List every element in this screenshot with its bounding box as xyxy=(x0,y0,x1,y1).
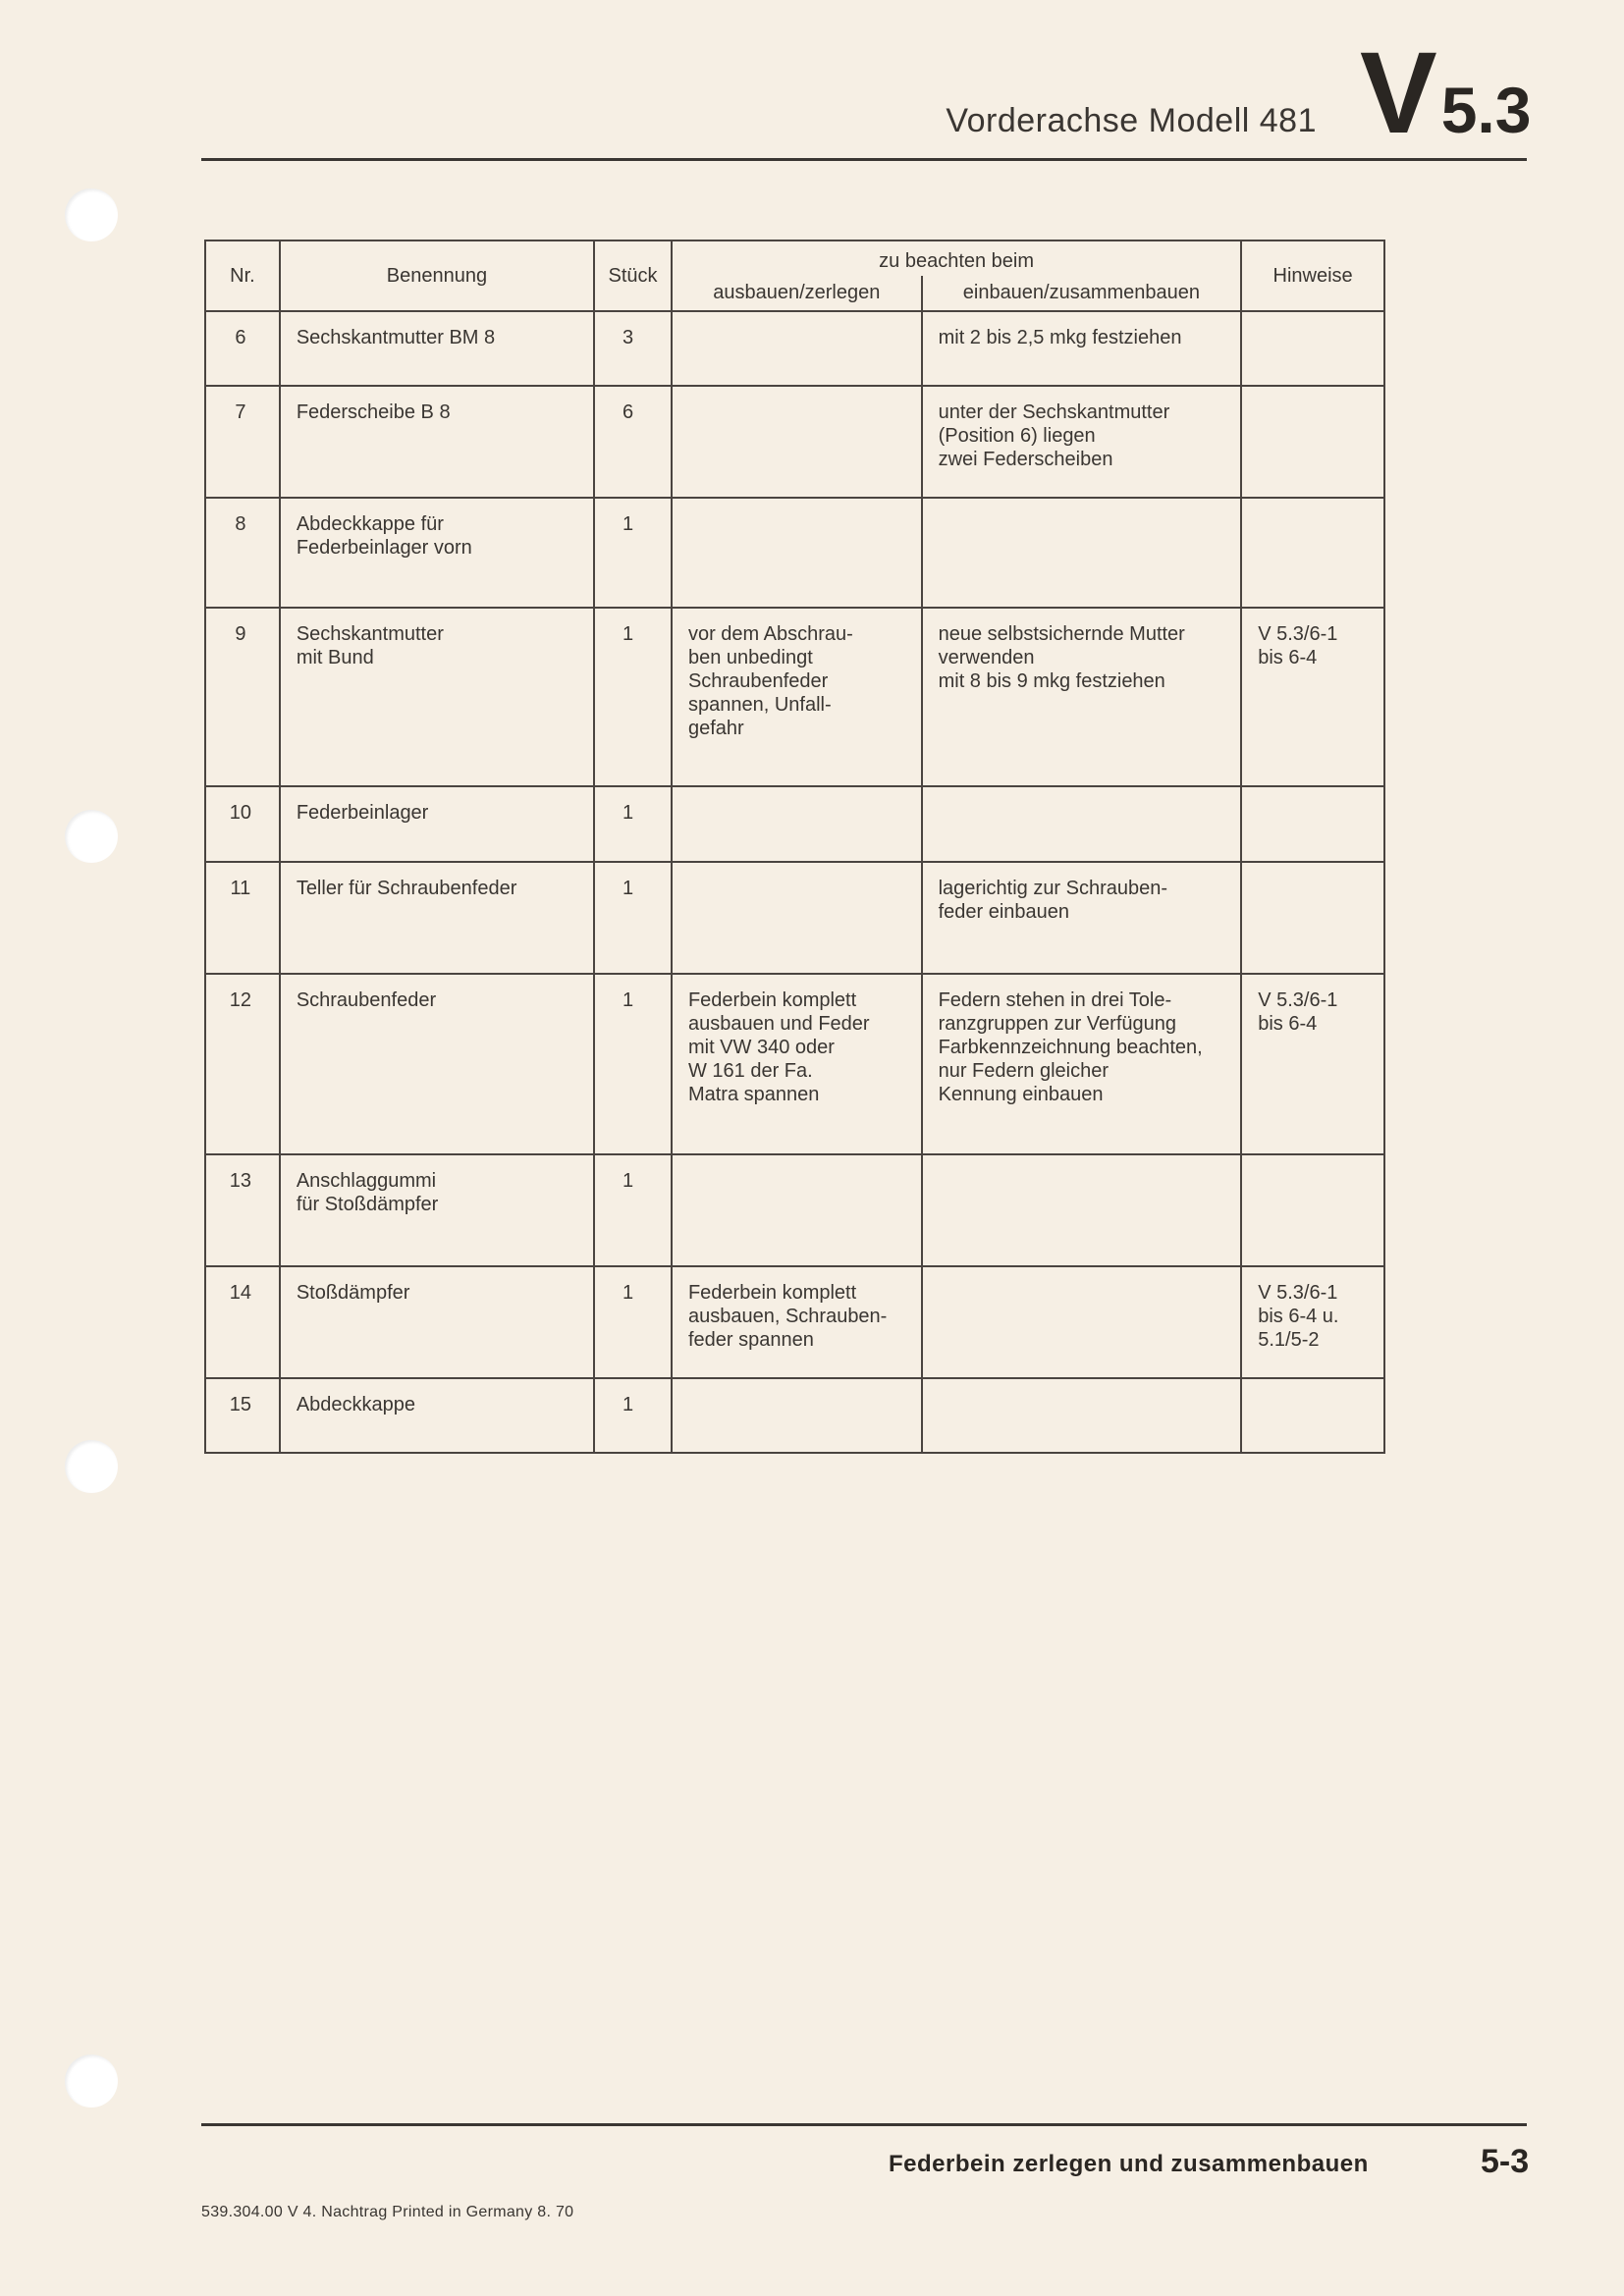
header-rule xyxy=(201,158,1527,161)
table-row xyxy=(205,498,1384,608)
cell-einbauen xyxy=(922,498,1242,608)
table-row xyxy=(205,862,1384,974)
cell-stueck: 1 xyxy=(594,608,672,786)
cell-ausbauen xyxy=(672,786,922,862)
cell-einbauen: lagerichtig zur Schrauben- feder einbauen xyxy=(922,862,1242,974)
punch-hole xyxy=(65,1440,118,1493)
punch-hole xyxy=(65,2055,118,2108)
table-row xyxy=(205,1378,1384,1453)
cell-ausbauen xyxy=(672,862,922,974)
cell-benennung: Anschlaggummi für Stoßdämpfer xyxy=(280,1154,594,1266)
col-header-benennung: Benennung xyxy=(280,240,594,311)
table-row xyxy=(205,786,1384,862)
cell-stueck: 1 xyxy=(594,1154,672,1266)
col-header-group: zu beachten beim xyxy=(672,240,1241,276)
cell-nr: 13 xyxy=(205,1154,280,1266)
cell-benennung: Sechskantmutter mit Bund xyxy=(280,608,594,786)
cell-benennung: Abdeckkappe xyxy=(280,1378,594,1453)
cell-nr: 7 xyxy=(205,386,280,498)
parts-table xyxy=(204,240,1385,1454)
footer-title: Federbein zerlegen und zusammenbauen xyxy=(889,2151,1369,2177)
cell-nr: 11 xyxy=(205,862,280,974)
cell-einbauen xyxy=(922,1154,1242,1266)
cell-hinweise xyxy=(1241,311,1384,386)
table-row xyxy=(205,1266,1384,1378)
cell-ausbauen: vor dem Abschrau- ben unbedingt Schraubenfeder spannen, Unfall- gefahr xyxy=(672,608,922,786)
cell-stueck: 6 xyxy=(594,386,672,498)
section-code-letter: V xyxy=(1360,28,1437,158)
cell-benennung: Schraubenfeder xyxy=(280,974,594,1154)
cell-hinweise xyxy=(1241,862,1384,974)
cell-benennung: Stoßdämpfer xyxy=(280,1266,594,1378)
cell-einbauen xyxy=(922,786,1242,862)
cell-nr: 10 xyxy=(205,786,280,862)
table-row xyxy=(205,608,1384,786)
cell-einbauen xyxy=(922,1378,1242,1453)
cell-stueck: 1 xyxy=(594,862,672,974)
cell-hinweise: V 5.3/6-1 bis 6-4 u. 5.1/5-2 xyxy=(1241,1266,1384,1378)
col-header-nr: Nr. xyxy=(205,240,280,311)
cell-benennung: Sechskantmutter BM 8 xyxy=(280,311,594,386)
cell-nr: 9 xyxy=(205,608,280,786)
punch-hole xyxy=(65,810,118,863)
cell-einbauen: mit 2 bis 2,5 mkg festziehen xyxy=(922,311,1242,386)
cell-ausbauen: Federbein komplett ausbauen und Feder mit VW 340 oder W 161 der Fa. Matra spannen xyxy=(672,974,922,1154)
page-number: 5-3 xyxy=(1481,2143,1530,2180)
section-code-number: 5.3 xyxy=(1440,74,1532,146)
cell-ausbauen: Federbein komplett ausbauen, Schrauben- feder spannen xyxy=(672,1266,922,1378)
cell-benennung: Teller für Schraubenfeder xyxy=(280,862,594,974)
cell-einbauen: neue selbstsichernde Mutter verwenden mit 8 bis 9 mkg festziehen xyxy=(922,608,1242,786)
punch-hole xyxy=(65,188,118,241)
cell-hinweise xyxy=(1241,386,1384,498)
page-title: Vorderachse Modell 481 xyxy=(946,102,1317,139)
table-row xyxy=(205,974,1384,1154)
cell-stueck: 1 xyxy=(594,1266,672,1378)
cell-nr: 14 xyxy=(205,1266,280,1378)
cell-benennung: Abdeckkappe für Federbeinlager vorn xyxy=(280,498,594,608)
cell-ausbauen xyxy=(672,311,922,386)
col-header-stueck: Stück xyxy=(594,240,672,311)
cell-nr: 6 xyxy=(205,311,280,386)
section-code xyxy=(1360,28,1532,158)
cell-benennung: Federbeinlager xyxy=(280,786,594,862)
footer-rule xyxy=(201,2123,1527,2126)
table-row xyxy=(205,386,1384,498)
cell-ausbauen xyxy=(672,1378,922,1453)
cell-hinweise xyxy=(1241,498,1384,608)
cell-hinweise xyxy=(1241,1378,1384,1453)
cell-stueck: 3 xyxy=(594,311,672,386)
print-info: 539.304.00 V 4. Nachtrag Printed in Germany 8. 70 xyxy=(201,2204,574,2220)
cell-einbauen: Federn stehen in drei Tole- ranzgruppen zur Verfügung Farbkennzeichnung beachten, nur Federn gleicher Kennung einbauen xyxy=(922,974,1242,1154)
cell-ausbauen xyxy=(672,386,922,498)
cell-benennung: Federscheibe B 8 xyxy=(280,386,594,498)
cell-hinweise: V 5.3/6-1 bis 6-4 xyxy=(1241,608,1384,786)
cell-einbauen: unter der Sechskantmutter (Position 6) liegen zwei Federscheiben xyxy=(922,386,1242,498)
cell-stueck: 1 xyxy=(594,1378,672,1453)
cell-hinweise xyxy=(1241,1154,1384,1266)
cell-ausbauen xyxy=(672,1154,922,1266)
col-header-hinweise: Hinweise xyxy=(1241,240,1384,311)
cell-hinweise xyxy=(1241,786,1384,862)
table-row xyxy=(205,1154,1384,1266)
cell-hinweise: V 5.3/6-1 bis 6-4 xyxy=(1241,974,1384,1154)
col-header-ausbauen: ausbauen/zerlegen xyxy=(672,276,922,311)
cell-nr: 15 xyxy=(205,1378,280,1453)
cell-nr: 12 xyxy=(205,974,280,1154)
cell-ausbauen xyxy=(672,498,922,608)
cell-nr: 8 xyxy=(205,498,280,608)
col-header-einbauen: einbauen/zusammenbauen xyxy=(922,276,1242,311)
cell-stueck: 1 xyxy=(594,974,672,1154)
cell-stueck: 1 xyxy=(594,786,672,862)
cell-stueck: 1 xyxy=(594,498,672,608)
table-row xyxy=(205,311,1384,386)
cell-einbauen xyxy=(922,1266,1242,1378)
header-row xyxy=(205,240,1384,276)
